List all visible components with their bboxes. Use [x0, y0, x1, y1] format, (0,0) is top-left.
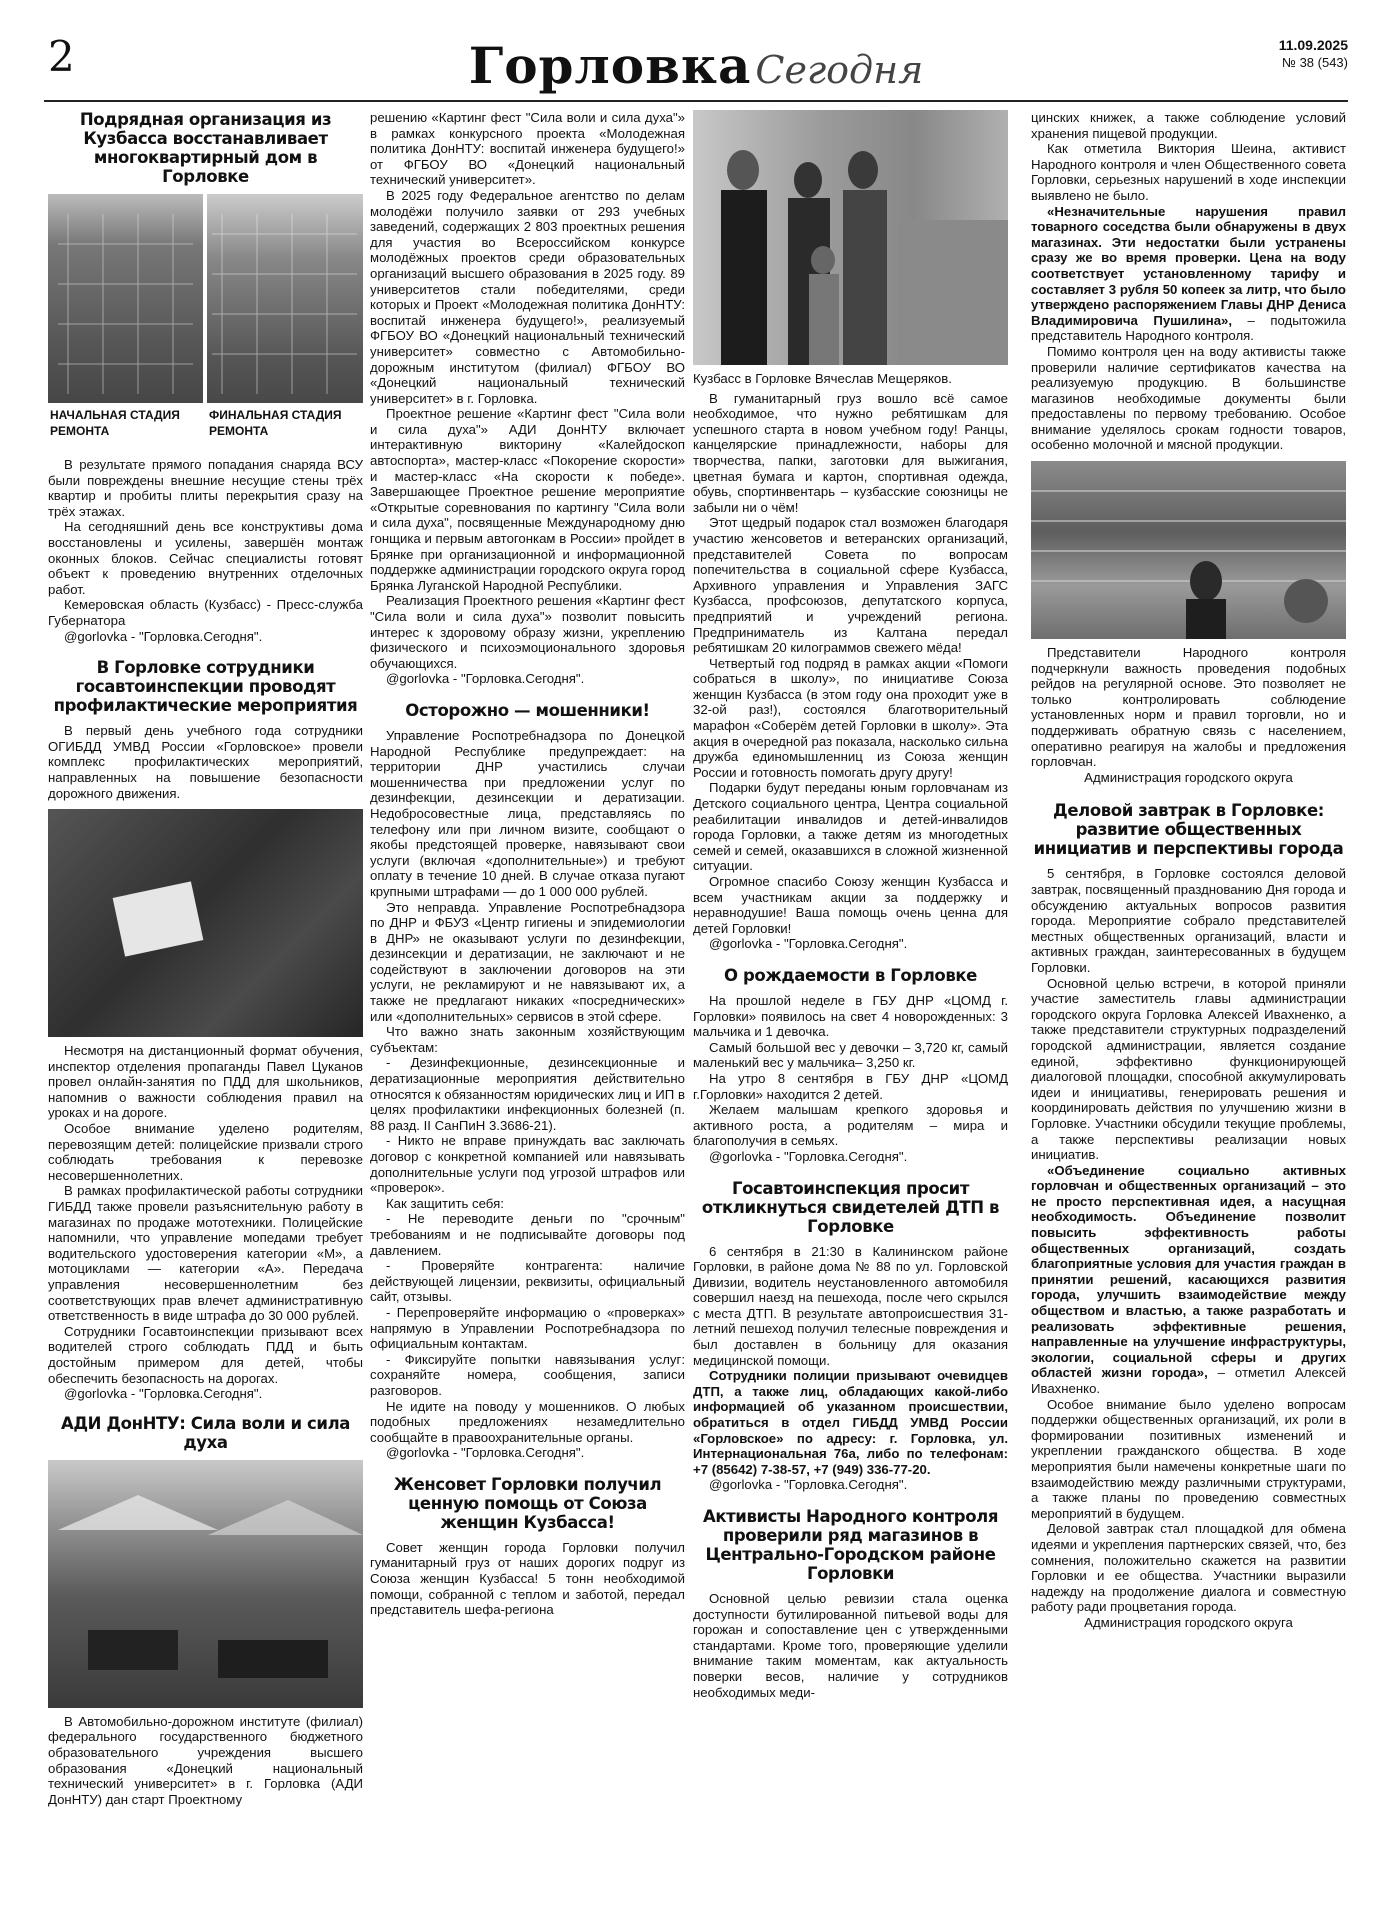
article-paragraph: На прошлой неделе в ГБУ ДНР «ЦОМД г. Горловки» появилось на свет 4 новорожденных: 3 мальчика и 1 девочка.: [693, 992, 1008, 1040]
photo-label: ФИНАЛЬНАЯ СТАДИЯ РЕМОНТА: [207, 403, 363, 449]
building-after-photo: [207, 194, 363, 449]
article-paragraph: Этот щедрый подарок стал возможен благодаря участию женсоветов и ветеранских организаций, представителей Совета по вопросам попечительства в социальной сфере Кузбасса, Архивного управления и Управления ЗАГС Кузбасса, профсоюзов, депутатского корпуса, предприятий и учреждений региона. Предприниматель из Калтана передал ребятишкам 20 килограммов свежего мёда!: [693, 515, 1008, 656]
people-icon: [693, 110, 1008, 365]
car-interior-photo: [48, 809, 363, 1037]
leaflet-icon: [113, 881, 204, 956]
article-paragraph: Не идите на поводу у мошенников. О любых подобных предложениях незамедлительно сообщайте в правоохранительные органы.: [370, 1398, 685, 1445]
quote-text: «Незначительные нарушения правил товарного соседства были обнаружены в двух магазинах. Эти недостатки были устранены сразу же во время проверки. Цена на воду соответствует установленному тарифу и составляет 3 рубля 50 копеек за литр, что было утверждено распоряжением Главы ДНР Дениса Владимировича Пушилина»,: [1031, 203, 1346, 328]
article-paragraph: - Фиксируйте попытки навязывания услуг: сохраняйте номера, сообщения, записи разговоров.: [370, 1351, 685, 1398]
article-paragraph: В рамках профилактической работы сотрудники ГИБДД также провели разъяснительную работу в магазинах по продаже мототехники. Полицейские напомнили, что управление мопедами требует водительского удостоверения категории «М», а мотоциклами — категории «А». Передача управления несовершеннолетним без соответствующих прав влечет административную ответственность в виде штрафа до 30 000 рублей.: [48, 1183, 363, 1324]
article-paragraph: цинских книжек, а также соблюдение условий хранения пищевой продукции.: [1031, 110, 1346, 141]
column-4: [1031, 110, 1346, 1890]
article-signature: @gorlovka - "Горловка.Сегодня".: [709, 1148, 908, 1164]
article-signature: @gorlovka - "Горловка.Сегодня".: [386, 1445, 585, 1461]
newspaper-title: [44, 36, 1348, 95]
article-signature: Администрация городского округа: [1084, 769, 1293, 785]
article-paragraph: Это неправда. Управление Роспотребнадзора по ДНР и ФБУЗ «Центр гигиены и эпидемиологии в ДНР» не оказывают услуги по дезинфекции, дезинсекции и дератизации, не заключают и не содействуют в заключении договоров на эти услуги, не рекламируют и не навязывают их, а также не предлагают никаких «посреднических» или «дополнительных» сервисов в этой сфере.: [370, 899, 685, 1024]
article-quote: [1031, 1163, 1346, 1397]
article-paragraph: Проектное решение «Картинг фест "Сила воли и сила духа"» АДИ ДонНТУ включает интерактивную викторину «Калейдоскоп автоспорта», мастер-класс «Покорение скорости» и мастер-класс «На скорости к победе». Завершающее Проектное решение мероприятие «Открытые соревнования по картингу "Сила воли и сила духа", посвященные Международному дню гонщика и первым автогонкам в России» пройдет в Брянке при организационной и информационной поддержке администрации городского округа город Брянка Луганской Народной Республики.: [370, 406, 685, 593]
article-paragraph-bold: Сотрудники полиции призывают очевидцев ДТП, а также лиц, обладающих какой-либо информацией об указанном происшествии, обратиться в отдел ГИБДД УМВД России «Горловское» по адресу: г. Горловка, ул. Интернациональная 76а, либо по телефонам: +7 (85642) 7-38-57, +7 (949) 336-77-20.: [693, 1368, 1008, 1477]
column-1: [48, 110, 363, 1890]
article-paragraph: Помимо контроля цен на воду активисты также проверили наличие сертификатов качества на реализуемую продукцию. В большинстве магазинов необходимые документы были предоставлены по первому требованию. Особое внимание уделялось срокам годности товаров, особенно молочной и мясной продукции.: [1031, 343, 1346, 453]
article-paragraph: Самый большой вес у девочки – 3,720 кг, самый маленький вес у мальчика– 3,250 кг.: [693, 1039, 1008, 1071]
article-quote: [1031, 204, 1346, 344]
article-signature: @gorlovka - "Горловка.Сегодня".: [64, 1386, 263, 1402]
article-paragraph: Как отметила Виктория Шеина, активист Народного контроля и член Общественного совета Горловки, серьезных нарушений в ходе инспекции выявлено не было.: [1031, 141, 1346, 203]
quote-text: «Объединение социально активных горловчан и общественных организаций – это не просто перспективная идея, а насущная необходимость. Объединение позволит повысить эффективность работы общественных организаций, создать благоприятные условия для участия граждан в принятии решений, касающихся развития города, улучшить взаимодействие между обществом и властью, а также разработать и реализовать эффективные решения, направленные на улучшение инфраструктуры, экологии, социальной сферы и других областей жизни города»,: [1031, 1162, 1346, 1381]
article-paragraph: Как защитить себя:: [386, 1195, 504, 1211]
humanitarian-aid-photo: [693, 110, 1008, 365]
article-paragraph: Деловой завтрак стал площадкой для обмена идеями и укрепления партнерских связей, что, без сомнения, положительно скажется на развитии Горловки и ее общества. Участники выразили надежду на продолжение диалога и совместную работу ради процветания города.: [1031, 1521, 1346, 1615]
article-title: Осторожно — мошенники!: [405, 700, 650, 720]
page-number: 2: [48, 32, 75, 81]
article-paragraph: В первый день учебного года сотрудники ОГИБДД УМВД России «Горловское» провели комплекс профилактических мероприятий, направленных на повышение безопасности дорожного движения.: [48, 723, 363, 801]
article-paragraph: Кемеровская область (Кузбасс) - Пресс-служба Губернатора: [48, 597, 363, 628]
article-paragraph: Сотрудники Госавтоинспекции призывают всех водителей строго соблюдать ПДД и быть достойным примером для детей, чтобы обеспечить безопасность на дорогах.: [48, 1323, 363, 1386]
photo-pair: [48, 194, 363, 449]
article-paragraph: Что важно знать законным хозяйствующим субъектам:: [370, 1024, 685, 1055]
article-paragraph: Реализация Проектного решения «Картинг фест "Сила воли и сила духа"» позволит повысить интерес к здоровому образу жизни, укреплению физического и психоэмоционального здоровья обучающихся.: [370, 593, 685, 671]
column-3: [693, 110, 1008, 1890]
brand-name: Горловка: [468, 36, 752, 95]
masthead: [44, 30, 1348, 102]
article-title: АДИ ДонНТУ: Сила воли и сила духа: [60, 1413, 351, 1452]
store-shelves-photo: [1031, 461, 1346, 639]
article-paragraph: Основной целью ревизии стала оценка доступности бутилированной питьевой воды для горожан и сопоставление цен с утвержденными стандартами. Кроме того, проверяющие уделили внимание таким моментам, как актуальность поверки весов, наличие у сотрудников необходимых меди-: [693, 1591, 1008, 1700]
article-title: О рождаемости в Горловке: [724, 965, 977, 985]
article-title: Госавтоинспекция просит откликнуться свидетелей ДТП в Горловке: [701, 1178, 1000, 1236]
article-title: Подрядная организация из Кузбасса восстанавливает многоквартирный дом в Горловке: [79, 110, 332, 186]
article-paragraph: В Автомобильно-дорожном институте (филиал) федерального государственного бюджетного образовательного учреждения высшего образования «Донецкий национальный технический университет» в г. Горловка (АДИ ДонНТУ) дан старт Проектному: [48, 1713, 363, 1807]
tent-icon: [48, 1460, 363, 1708]
article-paragraph: В 2025 году Федеральное агентство по делам молодёжи получило заявки от 293 учебных заведений, содержащих 2 803 проектных решения для участия во Всероссийском конкурсе молодёжных проектов среди образовательных организаций высшего образования в 2025 году. 89 университетов стали победителями, среди которых и Проект «Молодежная политика ДонНТУ: воспитай инженера будущего!», реализуемый ФГБОУ ВО «Донецкий национальный технический университет» совместно с Автомобильно-дорожным институтом (филиал) ФГБОУ ВО «Донецкий национальный технический университет» в г. Горловка.: [370, 187, 685, 406]
article-paragraph: - Перепроверяйте информацию о «проверках» напрямую в Управлении Роспотребнадзора по официальным контактам.: [370, 1304, 685, 1352]
article-paragraph: - Никто не вправе принуждать вас заключать договор с конкретной компанией или навязывать дополнительные услуги под угрозой штрафов или «проверок».: [370, 1133, 685, 1196]
article-paragraph: В результате прямого попадания снаряда ВСУ были повреждены внешние несущие стены трёх квартир и пробиты плиты перекрытия сразу на трёх этажах.: [48, 457, 363, 519]
issue-info: [1279, 36, 1348, 72]
article-signature: Администрация городского округа: [1084, 1614, 1293, 1630]
article-paragraph: Четвертый год подряд в рамках акции «Помоги собраться в школу», по инициативе Союза женщин Кузбасса (в этом году она проходит уже в 32-ой раз!), состоялся благотворительный марафон «Соберём детей Горловки в школу». Эта акция в очередной раз показала, насколько сильна дружба единомышленниц из Союза женщин России и готовность помогать другу другу!: [693, 655, 1008, 780]
article-title: Активисты Народного контроля проверили ряд магазинов в Центрально-Городском районе Горловки: [702, 1507, 999, 1583]
article-paragraph: Основной целью встречи, в которой приняли участие заместитель главы администрации городского округа Горловка Алексей Ивахненко, а также представители структурных подразделений городской администрации, является создание единой, эффективно функционирующей диалоговой площадки, способной аккумулировать идеи и инициативы, генерировать решения и координировать действия по улучшению жизни в Горловке. Участники обсудили текущие проблемы, а также перспективы реализации новых инициатив.: [1031, 975, 1346, 1163]
article-paragraph: В гуманитарный груз вошло всё самое необходимое, что нужно ребятишкам для успешного старта в новом учебном году! Ранцы, канцелярские принадлежности, наборы для творчества, папки, заготовки для выжигания, цветная бумага и картон, спортивная одежда, обувь, спортинвентарь – кузбасские союзницы не забыли ни о чём!: [693, 390, 1008, 515]
photo-caption: Кузбасс в Горловке Вячеслав Мещеряков.: [693, 371, 952, 386]
brand-subtitle: Сегодня: [755, 48, 924, 92]
quote-tail: – отметил Алексей Ивахненко.: [1031, 1365, 1346, 1396]
article-paragraph: Особое внимание было уделено вопросам поддержки общественных организаций, их роли в формировании позитивных изменений и укреплении гражданского общества. В ходе мероприятия были намечены конкретные шаги по взаимодействию между различными структурами, а также планы по проведению совместных мероприятий в будущем.: [1031, 1396, 1346, 1521]
article-paragraph: 5 сентября, в Горловке состоялся деловой завтрак, посвященный празднованию Дня города и обсуждению актуальных вопросов развития города. Мероприятие собрало представителей местных общественных организаций, власти и активных граждан, заинтересованных в будущем Горловки.: [1031, 866, 1346, 975]
article-paragraph: - Дезинфекционные, дезинсекционные и дератизационные мероприятия действительно относятся к обязанностям юридических лиц и ИП в целях профилактики инфекционных болезней (п. 88 разд. II СанПиН 3.3686-21).: [370, 1055, 685, 1133]
article-signature: @gorlovka - "Горловка.Сегодня".: [64, 628, 263, 644]
article-paragraph: - Проверяйте контрагента: наличие действующей лицензии, реквизиты, официальный сайт, отзывы.: [370, 1258, 685, 1305]
article-paragraph: решению «Картинг фест "Сила воли и сила духа"» в рамках конкурсного проекта «Молодежная политика ДонНТУ: воспитай инженера будущего!» от ФГБОУ ВО «Донецкий национальный технический университет».: [370, 110, 685, 188]
article-title: В Горловке сотрудники госавтоинспекции проводят профилактические мероприятия: [53, 658, 358, 716]
article-signature: @gorlovka - "Горловка.Сегодня".: [386, 671, 585, 687]
issue-number: № 38 (543): [1282, 55, 1348, 70]
article-paragraph: Представители Народного контроля подчеркнули важность проведения подобных рейдов на регулярной основе. Это позволяет не только контролировать соблюдение установленных норм и правил торговли, но и поддерживать обратную связь с населением, оперативно реагируя на жалобы и предложения горловчан.: [1031, 645, 1346, 770]
article-paragraph: - Не переводите деньги по "срочным" требованиям и не подписывайте договоры под давлением.: [370, 1211, 685, 1258]
article-title: Женсовет Горловки получил ценную помощь от Союза женщин Кузбасса!: [393, 1474, 662, 1532]
article-paragraph: Особое внимание уделено родителям, перевозящим детей: полицейские призвали строго соблюдать требования к перевозке несовершеннолетних.: [48, 1121, 363, 1183]
article-paragraph: Подарки будут переданы юным горловчанам из Детского социального центра, Центра социальной реабилитации инвалидов и детей-инвалидов города Горловки, а также детям из многодетных семей и семей, оказавшихся в сложной жизненной ситуации.: [693, 780, 1008, 874]
article-paragraph: Совет женщин города Горловки получил гуманитарный груз от наших дорогих подруг из Союза женщин Кузбасса! 5 тонн необходимой помощи, собранной с теплом и заботой, передал представитель шефа-региона: [370, 1539, 685, 1618]
article-signature: @gorlovka - "Горловка.Сегодня".: [709, 936, 908, 952]
article-paragraph: Управление Роспотребнадзора по Донецкой Народной Республике предупреждает: на территории ДНР участились случаи мошенничества при предложении услуг по дезинфекции, дезинсекции и дератизации. Недобросовестные лица, представляясь по телефону или при личном визите, сообщают о якобы предстоящей проверке, навязывают свои услуги (включая «дополнительные») и требуют оплату в течение 10 дней. В случае отказа пугают крупными штрафами — до 1 000 000 рублей.: [370, 727, 685, 899]
article-paragraph: Несмотря на дистанционный формат обучения, инспектор отделения пропаганды Павел Цуканов провел онлайн-занятия по ПДД для школьников, напомнив о важности соблюдения правил на уроках и на дороге.: [48, 1043, 363, 1121]
article-paragraph: На утро 8 сентября в ГБУ ДНР «ЦОМД г.Горловки» находится 2 детей.: [693, 1070, 1008, 1102]
issue-date: 11.09.2025: [1278, 37, 1348, 53]
photo-label: НАЧАЛЬНАЯ СТАДИЯ РЕМОНТА: [48, 403, 203, 449]
building-before-photo: [48, 194, 203, 449]
article-paragraph: Желаем малышам крепкого здоровья и активного роста, а родителям – мира и благополучия в семьях.: [693, 1102, 1008, 1149]
quote-tail: – подытожила представитель Народного контроля.: [1031, 312, 1346, 344]
article-paragraph: Огромное спасибо Союзу женщин Кузбасса и всем участникам акции за поддержку и неравнодушие! Ваша помощь очень ценна для детей Горловки!: [693, 874, 1008, 936]
karting-photo: [48, 1460, 363, 1708]
column-2: [370, 110, 685, 1890]
article-signature: @gorlovka - "Горловка.Сегодня".: [709, 1477, 908, 1493]
article-paragraph: На сегодняшний день все конструктивы дома восстановлены и усилены, завершён монтаж оконных блоков. Сейчас специалисты готовят объект к проведению внутренних отделочных работ.: [48, 519, 363, 597]
article-title: Деловой завтрак в Горловке: развитие общественных инициатив и перспективы города: [1033, 801, 1344, 859]
article-paragraph: 6 сентября в 21:30 в Калининском районе Горловки, в районе дома № 88 по ул. Горловской Дивизии, водитель неустановленного автомобиля совершил наезд на пешехода, после чего скрылся с места ДТП. В результате автопроисшествия 31-летний пешеход получил телесные повреждения и был доставлен в больницу для оказания медицинской помощи.: [693, 1243, 1008, 1368]
shelf-icon: [1031, 461, 1346, 639]
